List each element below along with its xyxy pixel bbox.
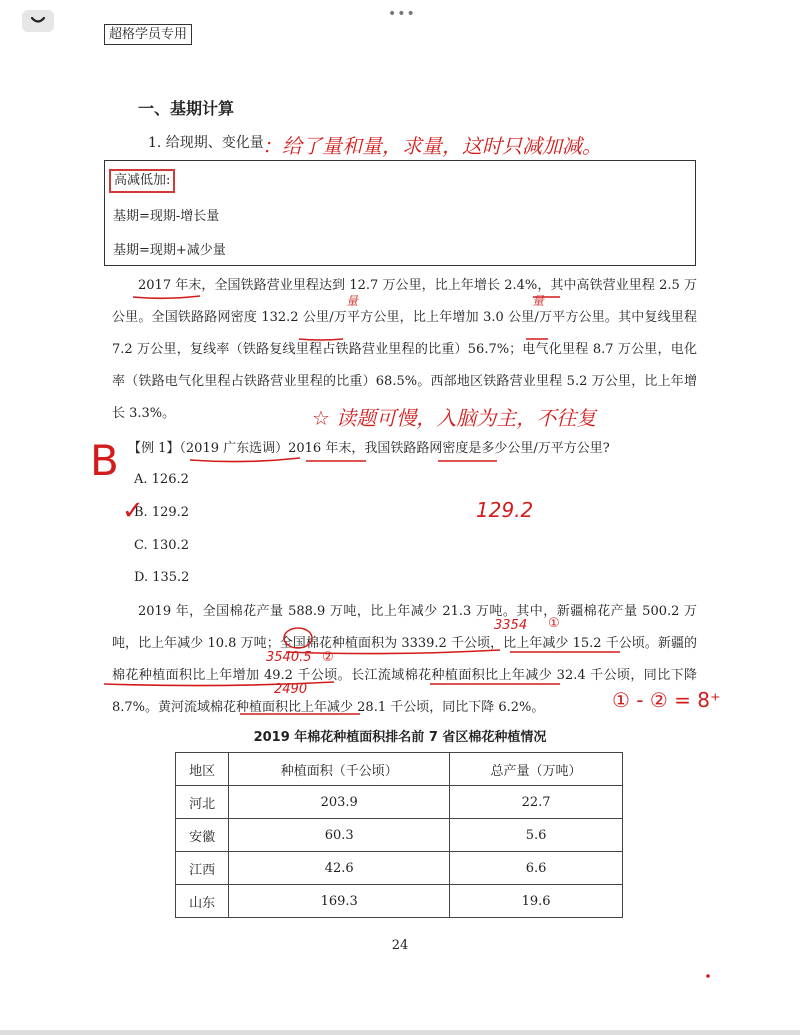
table-cell: 安徽: [176, 819, 229, 852]
paragraph-railway-text: 2017 年末，全国铁路营业里程达到 12.7 万公里，比上年增长 2.4%，其中高铁营业里程 2.5 万公里。全国铁路路网密度 132.2 公里/万平方公里，比上年增加 3.0 公里/万平方公里。其中复线里程 7.2 万公里，复线率（铁路复线里程占铁路营业里程的比重）56.7%；电气化里程 8.7 万公里，电化率（铁路电气化里程占铁路营业里程的比重）68.5%。西部地区铁路营业里程 5.2 万公里，比上年增长 3.3%。: [112, 278, 697, 421]
handwritten-answer-letter: B: [90, 436, 119, 485]
handwritten-note-rule: ：给了量和量，求量，这时只减加减。: [262, 134, 602, 158]
table-cell: 60.3: [229, 819, 450, 852]
underline-2017: [133, 296, 200, 298]
table-cell: 203.9: [229, 786, 450, 819]
table-cell: 江西: [176, 852, 229, 885]
table-cell: 5.6: [450, 819, 623, 852]
handwritten-circle-2: ②: [322, 650, 334, 665]
page-number: 24: [391, 938, 409, 953]
formula-1: 基期=现期-增长量: [113, 209, 220, 224]
table-cell: 22.7: [450, 786, 623, 819]
option-b: B. 129.2: [134, 505, 190, 520]
underline-area: [286, 650, 500, 654]
section-subtitle: 1. 给现期、变化量: [148, 135, 264, 151]
header-tag: 超格学员专用: [104, 24, 192, 45]
table-cell: 山东: [176, 885, 229, 918]
option-d: D. 135.2: [134, 570, 190, 585]
handwritten-calc-answer: 129.2: [476, 498, 534, 522]
table-cell: 6.6: [450, 852, 623, 885]
circle-quanguo: [284, 628, 312, 648]
table-cell: 42.6: [229, 852, 450, 885]
section-title: 一、基期计算: [138, 99, 235, 118]
formula-2: 基期=现期+减少量: [113, 243, 226, 258]
header-region: 地区: [176, 753, 229, 786]
handwritten-equation: ① - ② = 8⁺: [612, 688, 721, 712]
table-cell: 河北: [176, 786, 229, 819]
underline-example-source: [190, 458, 300, 462]
handwritten-mark-liang-2: 量: [532, 294, 545, 308]
option-a: A. 126.2: [134, 472, 189, 487]
handwritten-circle-1: ①: [548, 616, 560, 631]
handwritten-note-reading: ☆ 读题可慢，入脑为主，不往复: [312, 406, 597, 430]
more-dots-icon[interactable]: •••: [388, 6, 416, 22]
table-cell: 19.6: [450, 885, 623, 918]
bottom-scroll-bar[interactable]: [0, 1030, 800, 1035]
ink-dot: [706, 974, 710, 978]
table-cell: 169.3: [229, 885, 450, 918]
underline-1322: [299, 339, 343, 340]
handwritten-mark-liang-1: 量: [346, 294, 359, 308]
example-question: 【例 1】（2019 广东选调）2016 年末，我国铁路路网密度是多少公里/万平方公里?: [128, 441, 610, 456]
check-mark-icon: ✓: [122, 496, 144, 526]
handwritten-2490: 2490: [274, 682, 308, 697]
header-output: 总产量（万吨）: [450, 753, 623, 786]
underline-xinjiang: [104, 682, 334, 686]
option-c: C. 130.2: [134, 538, 189, 553]
handwritten-3540: 3540.5: [266, 650, 312, 665]
header-area: 种植面积（千公顷）: [229, 753, 450, 786]
formula-box-label: 高减低加:: [109, 169, 175, 193]
table-title: 2019 年棉花种植面积排名前 7 省区棉花种植情况: [253, 730, 547, 745]
paragraph-cotton-text: 2019 年，全国棉花产量 588.9 万吨，比上年减少 21.3 万吨。其中，新疆棉花产量 500.2 万吨，比上年减少 10.8 万吨；全国棉花种植面积为 3339.2 千公顷，比上年减少 15.2 千公顷。新疆的棉花种植面积比上年增加 49.2 千公顷。长江流域棉花种植面积比上年减少 32.4 千公顷，同比下降 8.7%。黄河流域棉花种植面积比上年减少 28.1 千公顷，同比下降 6.2%。: [112, 604, 697, 715]
handwritten-3354: 3354: [494, 618, 528, 633]
